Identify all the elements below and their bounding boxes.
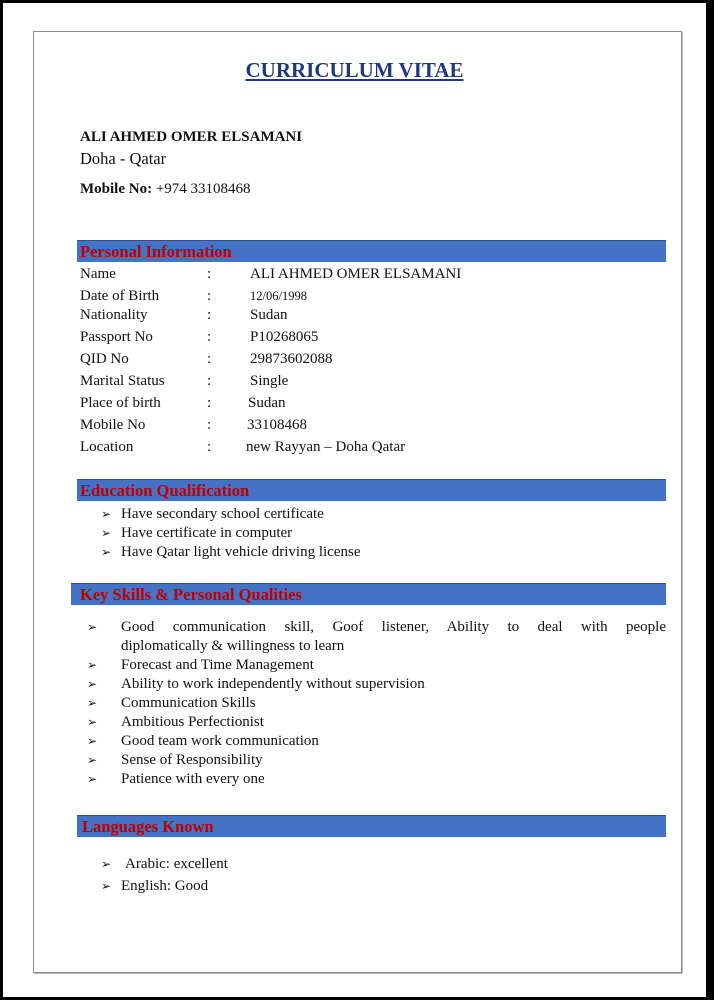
skill-item bbox=[87, 618, 666, 656]
skill-item bbox=[87, 675, 666, 694]
education-item bbox=[101, 524, 361, 543]
skill-item bbox=[87, 694, 666, 713]
section-languages bbox=[77, 815, 666, 837]
cv-page bbox=[3, 3, 706, 997]
skill-item bbox=[87, 751, 666, 770]
field-colon: : bbox=[207, 439, 212, 455]
field-label: Location bbox=[80, 439, 134, 455]
field-label: Mobile No bbox=[80, 417, 146, 433]
field-value: 33108468 bbox=[247, 417, 307, 433]
item-text: Have secondary school certificate bbox=[121, 506, 324, 522]
section-personal-information bbox=[77, 240, 666, 262]
field-label: Nationality bbox=[80, 307, 148, 323]
education-list bbox=[101, 505, 361, 562]
field-value: ALI AHMED OMER ELSAMANI bbox=[250, 266, 462, 282]
languages-list bbox=[101, 853, 228, 897]
arrow-bullet-icon: ➢ bbox=[87, 715, 98, 729]
skills-list bbox=[87, 618, 666, 789]
item-text: Communication Skills bbox=[121, 695, 256, 711]
field-colon: : bbox=[207, 351, 212, 367]
item-text-continued: diplomatically & willingness to learn bbox=[121, 638, 345, 654]
skill-item bbox=[87, 656, 666, 675]
field-colon: : bbox=[207, 307, 212, 323]
candidate-mobile bbox=[80, 181, 251, 198]
education-item bbox=[101, 543, 361, 562]
item-text: Ambitious Perfectionist bbox=[121, 714, 264, 730]
item-text: Good team work communication bbox=[121, 733, 319, 749]
section-title: Key Skills & Personal Qualities bbox=[80, 585, 302, 604]
item-text: English: Good bbox=[121, 878, 209, 894]
arrow-bullet-icon: ➢ bbox=[87, 696, 98, 710]
field-value: Single bbox=[250, 373, 289, 389]
arrow-bullet-icon: ➢ bbox=[101, 857, 112, 871]
field-label: Name bbox=[80, 266, 116, 282]
language-item bbox=[101, 875, 228, 897]
field-colon: : bbox=[207, 395, 212, 411]
item-text: Patience with every one bbox=[121, 771, 265, 787]
item-text: Have Qatar light vehicle driving license bbox=[121, 544, 361, 560]
field-value: Sudan bbox=[250, 307, 288, 323]
section-education bbox=[77, 479, 666, 501]
arrow-bullet-icon: ➢ bbox=[87, 620, 98, 634]
arrow-bullet-icon: ➢ bbox=[87, 658, 98, 672]
language-item bbox=[101, 853, 228, 875]
field-colon: : bbox=[207, 329, 212, 345]
arrow-bullet-icon: ➢ bbox=[87, 772, 98, 786]
field-label: Marital Status bbox=[80, 373, 165, 389]
arrow-bullet-icon: ➢ bbox=[101, 879, 112, 893]
arrow-bullet-icon: ➢ bbox=[101, 507, 112, 521]
field-colon: : bbox=[207, 288, 212, 304]
skill-item bbox=[87, 713, 666, 732]
item-text: Sense of Responsibility bbox=[121, 752, 263, 768]
item-text: Arabic: excellent bbox=[125, 856, 228, 872]
field-colon: : bbox=[207, 266, 212, 282]
field-label: Place of birth bbox=[80, 395, 161, 411]
field-value: 29873602088 bbox=[250, 351, 333, 367]
field-label: Date of Birth bbox=[80, 288, 160, 304]
document-title: CURRICULUM VITAE bbox=[245, 58, 464, 82]
item-text: Have certificate in computer bbox=[121, 525, 293, 541]
arrow-bullet-icon: ➢ bbox=[87, 677, 98, 691]
arrow-bullet-icon: ➢ bbox=[101, 545, 112, 559]
arrow-bullet-icon: ➢ bbox=[87, 753, 98, 767]
field-colon: : bbox=[207, 373, 212, 389]
section-key-skills bbox=[71, 583, 666, 605]
field-value: P10268065 bbox=[250, 329, 319, 345]
candidate-name: ALI AHMED OMER ELSAMANI bbox=[80, 129, 303, 145]
skill-item bbox=[87, 770, 666, 789]
field-label: QID No bbox=[80, 351, 129, 367]
item-text: Ability to work independently without supervision bbox=[121, 676, 425, 692]
section-title: Personal Information bbox=[80, 242, 232, 261]
education-item bbox=[101, 505, 361, 524]
arrow-bullet-icon: ➢ bbox=[101, 526, 112, 540]
arrow-bullet-icon: ➢ bbox=[87, 734, 98, 748]
item-text: Good communication skill, Goof listener, Ability to deal with people bbox=[121, 619, 666, 635]
item-text: Forecast and Time Management bbox=[121, 657, 314, 673]
field-value: Sudan bbox=[248, 395, 286, 411]
field-colon: : bbox=[207, 417, 212, 433]
candidate-city: Doha - Qatar bbox=[80, 149, 167, 168]
field-value: new Rayyan – Doha Qatar bbox=[246, 439, 406, 455]
section-title: Education Qualification bbox=[80, 481, 250, 500]
skill-item bbox=[87, 732, 666, 751]
mobile-value: +974 33108468 bbox=[155, 181, 251, 197]
mobile-label: Mobile No: bbox=[80, 181, 153, 197]
section-title: Languages Known bbox=[82, 817, 214, 836]
field-value: 12/06/1998 bbox=[250, 289, 307, 303]
field-label: Passport No bbox=[80, 329, 153, 345]
